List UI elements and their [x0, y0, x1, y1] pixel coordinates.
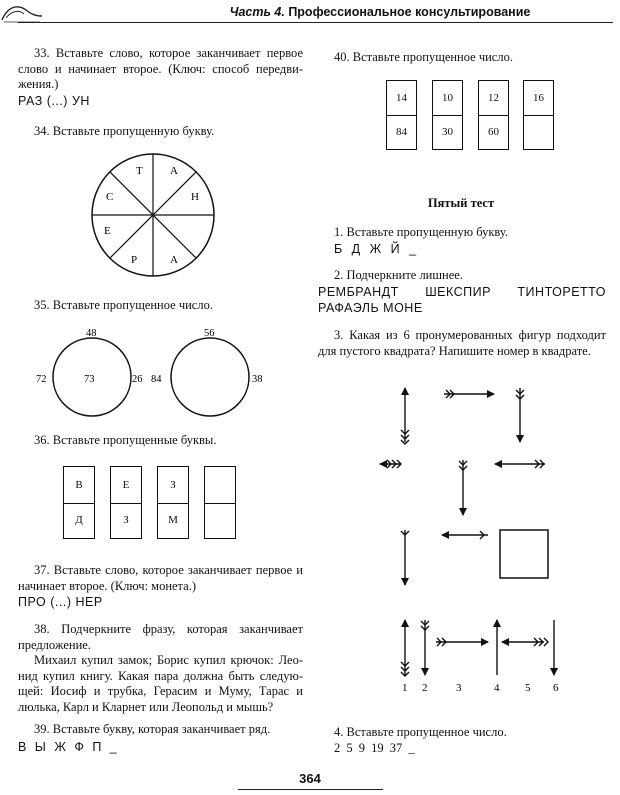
number-card: [523, 80, 554, 150]
card-bottom: М: [168, 514, 178, 527]
card-bottom: З: [123, 514, 129, 527]
word-option: ТИНТОРЕТТО: [517, 285, 606, 299]
circle2-left: 84: [151, 374, 162, 385]
figure-number: 1: [402, 682, 408, 694]
empty-answer-square: [500, 530, 548, 578]
letter-wheel: [88, 150, 218, 280]
circle2-top: 56: [204, 328, 215, 339]
chapter-label: Часть 4.: [229, 5, 285, 19]
circle1-center: 73: [84, 374, 95, 385]
header-divider: [18, 22, 613, 23]
t5-q2-line1: [318, 285, 606, 299]
chapter-title: Профессиональное консультирование: [288, 5, 531, 19]
q38-body: Михаил купил замок; Борис купил крючок: Леонид купил книгу. Какая пара должна быть следующей: Иосиф и трубка, Герасим и Муму, Тарас и люлька, Карл и Кларнет или Леопольд и мышь?: [18, 653, 303, 714]
footer-divider: [238, 789, 383, 790]
card-top: 16: [524, 81, 553, 116]
letter-card-empty: [204, 466, 236, 539]
page-number: 364: [299, 771, 321, 786]
t5-q4-text: 4. Вставьте пропущенное число.: [334, 725, 507, 739]
number-card: [432, 80, 463, 150]
q33-text: 33. Вставьте слово, которое заканчивает первое слово и начинает второе. (Ключ: способ передвижения.): [18, 46, 303, 91]
circle1-left: 72: [36, 374, 47, 385]
figure-number: 4: [494, 682, 500, 694]
letter-card: [110, 466, 142, 539]
wheel-letter: Е: [104, 225, 111, 237]
q35-text: 35. Вставьте пропущенное число.: [34, 298, 213, 312]
q39-text: 39. Вставьте букву, которая заканчивает ряд.: [34, 722, 271, 736]
circle1-top: 48: [86, 328, 97, 339]
t5-q3-text: 3. Какая из 6 пронумерованных фигур подходит для пустого квадрата? Напишите номер в квадрате.: [318, 328, 606, 358]
q38-question: 38. Подчеркните фразу, которая заканчивает предложение.: [18, 622, 303, 652]
card-bottom: 30: [442, 126, 453, 138]
arrow-puzzle: [370, 380, 580, 695]
q37-answer: ПРО (...) НЕР: [18, 595, 103, 609]
word-option: РЕМБРАНДТ: [318, 285, 399, 299]
wheel-letter: С: [106, 191, 114, 203]
card-top: 14: [387, 81, 416, 116]
card-top: Е: [111, 467, 141, 504]
wheel-letter: Н: [191, 191, 199, 203]
letter-card: [157, 466, 189, 539]
card-bottom: 84: [396, 126, 407, 138]
card-bottom: [205, 503, 235, 539]
figure-number: 3: [456, 682, 462, 694]
card-top: З: [158, 467, 188, 504]
number-card: [386, 80, 417, 150]
figure-number: 2: [422, 682, 428, 694]
number-card: [478, 80, 509, 150]
circle2-right: 38: [252, 374, 263, 385]
logo-icon: [0, 2, 44, 24]
figure-number: 6: [553, 682, 559, 694]
letter-card: [63, 466, 95, 539]
card-top: В: [64, 467, 94, 504]
wheel-letter: А: [170, 254, 178, 266]
q39-answer: В Ы Ж Ф П _: [18, 740, 118, 754]
card-bottom: 60: [488, 126, 499, 138]
t5-q1-text: 1. Вставьте пропущенную букву.: [334, 225, 509, 239]
t5-q2-text: 2. Подчеркните лишнее.: [334, 268, 463, 282]
card-top: 10: [433, 81, 462, 116]
q36-text: 36. Вставьте пропущенные буквы.: [34, 433, 217, 447]
number-circles: [30, 322, 275, 422]
q34-text: 34. Вставьте пропущенную букву.: [34, 124, 215, 138]
word-option: ШЕКСПИР: [425, 285, 491, 299]
t5-q1-answer: Б Д Ж Й _: [334, 242, 417, 256]
section-heading: Пятый тест: [427, 196, 495, 210]
figure-number: 5: [525, 682, 531, 694]
t5-q2-line2: РАФАЭЛЬ МОНЕ: [318, 301, 423, 315]
q33-answer: РАЗ (...) УН: [18, 94, 90, 108]
t5-q4-answer: 2 5 9 19 37 _: [334, 741, 415, 755]
card-bottom: [524, 115, 553, 149]
wheel-letter: А: [170, 165, 178, 177]
running-header: [150, 5, 610, 19]
circle1-right: 26: [132, 374, 143, 385]
card-bottom: Д: [75, 514, 83, 527]
card-top: 12: [479, 81, 508, 116]
q37-text: 37. Вставьте слово, которое заканчивает первое и начинает второе. (Ключ: монета.): [18, 563, 303, 593]
card-top: [205, 467, 235, 504]
wheel-letter: Р: [131, 254, 138, 266]
q40-text: 40. Вставьте пропущенное число.: [334, 50, 513, 64]
wheel-letter: Т: [136, 165, 143, 177]
